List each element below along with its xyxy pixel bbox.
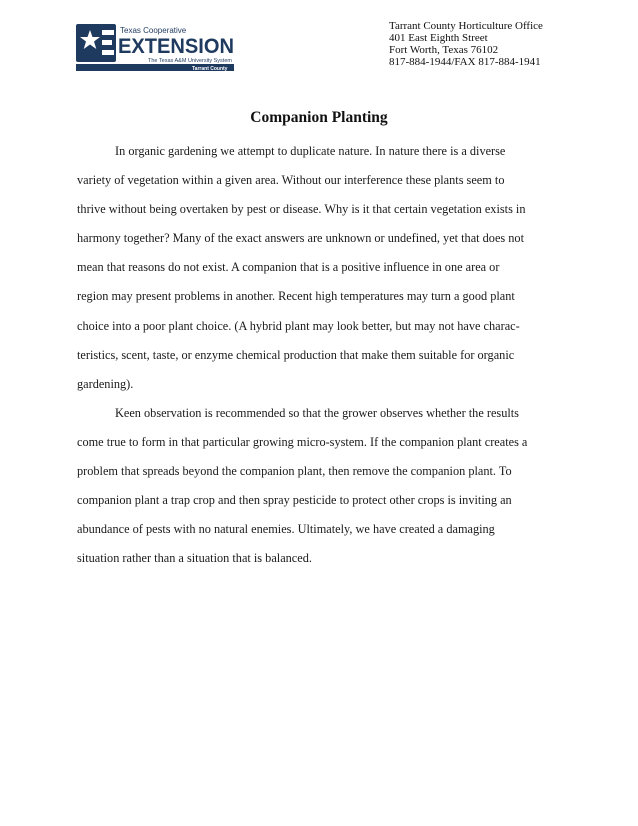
text-line: harmony together? Many of the exact answers are unknown or undefined, yet that does not: [77, 231, 524, 246]
text-line: come true to form in that particular growing micro-system. If the companion plant creates a: [77, 434, 528, 449]
text-line: variety of vegetation within a given area. Without our interference these plants seem to: [77, 173, 505, 188]
text-line: situation rather than a situation that is balanced.: [77, 551, 312, 566]
text-line: companion plant a trap crop and then spray pesticide to protect other crops is inviting an: [77, 493, 512, 508]
document-title: Companion Planting: [250, 109, 388, 126]
address-line: Fort Worth, Texas 76102: [389, 44, 499, 56]
paragraph: [77, 137, 562, 399]
text-line: gardening).: [77, 376, 134, 391]
text-line: choice into a poor plant choice. (A hybrid plant may look better, but may not have charac-: [77, 318, 520, 333]
document-body: [77, 137, 562, 573]
extension-emblem-icon: [76, 24, 116, 62]
extension-logo: [76, 22, 238, 72]
paragraph: [77, 399, 562, 574]
logo-main-text: EXTENSION: [118, 35, 234, 58]
logo-top-text: Texas Cooperative: [120, 26, 187, 35]
logo-county-text: Tarrant County: [192, 65, 228, 72]
logo-sub-text: The Texas A&M University System: [148, 58, 232, 64]
address-line: 401 East Eighth Street: [389, 32, 488, 44]
text-line: teristics, scent, taste, or enzyme chemical production that make them suitable for organic: [77, 347, 515, 362]
office-address: [389, 20, 543, 68]
address-line: 817-884-1944/FAX 817-884-1941: [389, 56, 541, 68]
text-line: region may present problems in another. Recent high temperatures may turn a good plant: [77, 289, 515, 304]
text-line: thrive without being overtaken by pest or disease. Why is it that certain vegetation exists in: [77, 202, 526, 217]
address-line: Tarrant County Horticulture Office: [389, 20, 543, 32]
text-line: Keen observation is recommended so that the grower observes whether the results: [115, 405, 519, 420]
text-line: problem that spreads beyond the companion plant, then remove the companion plant. To: [77, 464, 512, 479]
text-line: mean that reasons do not exist. A companion that is a positive influence in one area or: [77, 260, 500, 275]
text-line: abundance of pests with no natural enemies. Ultimately, we have created a damaging: [77, 522, 495, 537]
text-line: In organic gardening we attempt to duplicate nature. In nature there is a diverse: [115, 144, 506, 158]
